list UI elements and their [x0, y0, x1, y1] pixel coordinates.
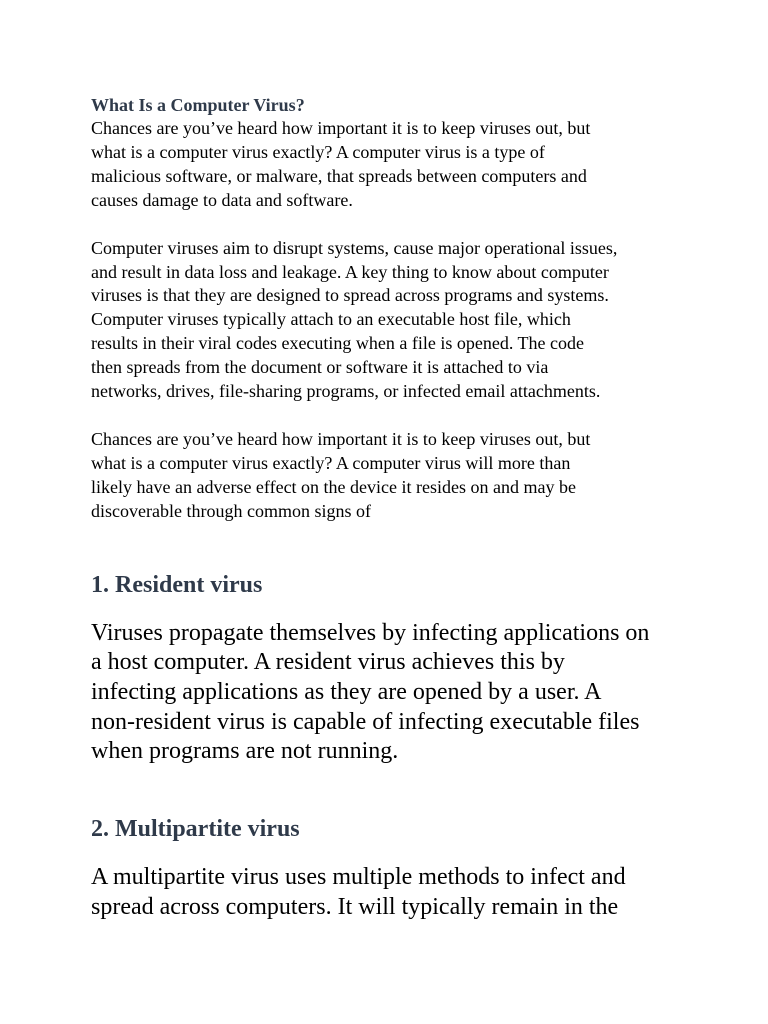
- intro-paragraph: Chances are you’ve heard how important it is to keep viruses out, but what is a computer virus exactly? A computer virus is a type of malicious software, or malware, that spreads between computers and causes damage to data and software.: [91, 118, 591, 210]
- document-title: What Is a Computer Virus?: [91, 95, 305, 115]
- section-heading-resident-virus: 1. Resident virus: [91, 571, 263, 598]
- body-paragraph: Computer viruses aim to disrupt systems, cause major operational issues, and result in data loss and leakage. A key thing to know about computer viruses is that they are designed to spread across programs and systems. Computer viruses typically attach to an executable host file, which results in their viral codes executing when a file is opened. The code then spreads from the document or software it is attached to via networks, drives, file-sharing programs, or infected email attachments.: [91, 237, 618, 402]
- section-body-multipartite-virus: A multipartite virus uses multiple methods to infect and spread across computers. It will typically remain in the: [91, 864, 626, 920]
- section-body-resident-virus: Viruses propagate themselves by infecting applications on a host computer. A resident virus achieves this by infecting applications as they are opened by a user. A non-resident virus is capable of infecting executable files when programs are not running.: [91, 619, 650, 765]
- paragraph-spacer: [91, 213, 691, 237]
- paragraph-spacer: [91, 404, 691, 428]
- body-paragraph: Chances are you’ve heard how important it is to keep viruses out, but what is a computer virus exactly? A computer virus will more than likely have an adverse effect on the device it resides on and may be discoverable through common signs of: [91, 428, 591, 521]
- document-page: [91, 93, 691, 923]
- section-heading-multipartite-virus: 2. Multipartite virus: [91, 816, 300, 843]
